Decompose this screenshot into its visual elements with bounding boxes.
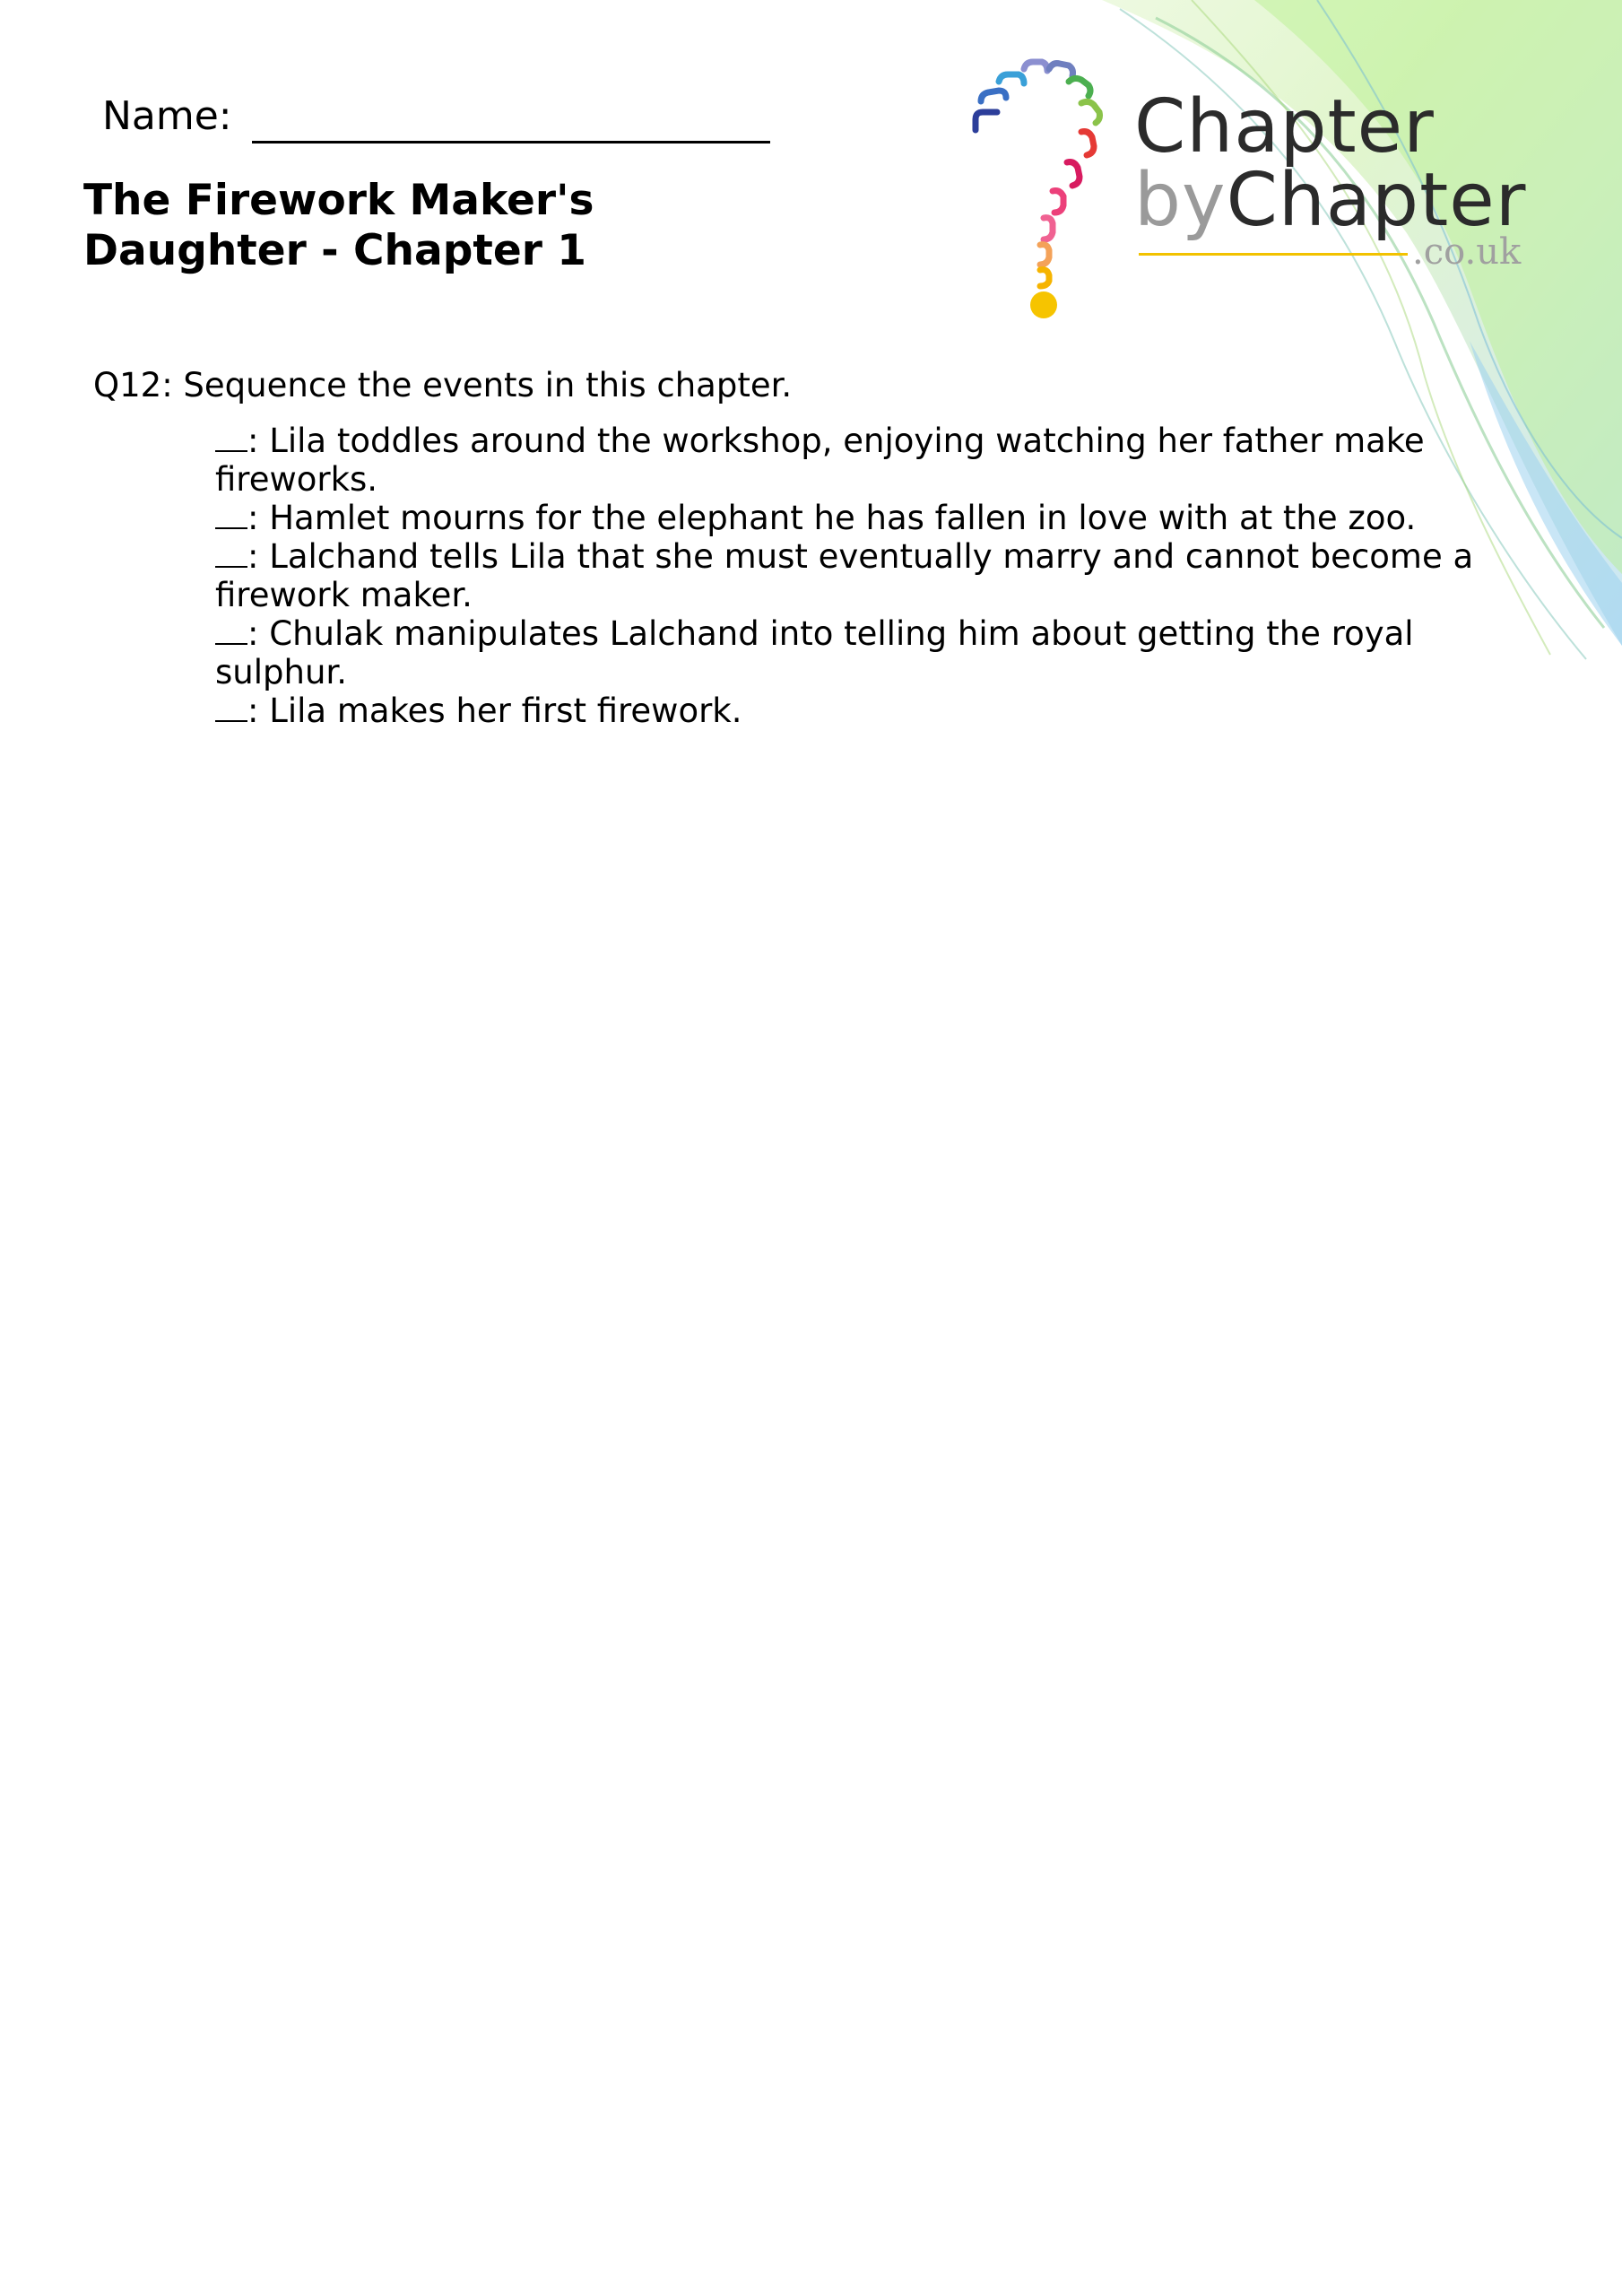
item-separator: : xyxy=(247,422,259,460)
answer-blank[interactable] xyxy=(215,693,247,722)
item-text: Hamlet mourns for the elephant he has fallen in love with at the zoo. xyxy=(269,499,1417,537)
name-blank-line[interactable] xyxy=(252,94,770,144)
logo-underline xyxy=(1139,253,1408,256)
chapter-by-chapter-logo xyxy=(968,49,1542,318)
item-text: Lila makes her first firework. xyxy=(269,691,742,730)
answer-blank[interactable] xyxy=(215,616,247,645)
item-text: Chulak manipulates Lalchand into telling him about getting the royal sulphur. xyxy=(215,614,1414,691)
title-line-2: Daughter - Chapter 1 xyxy=(83,226,586,275)
name-label: Name: xyxy=(102,93,232,139)
logo-word-chapter-2: Chapter xyxy=(1226,158,1527,243)
item-text: Lalchand tells Lila that she must eventually marry and cannot become a firework maker. xyxy=(215,537,1474,614)
item-text: Lila toddles around the workshop, enjoying watching her father make fireworks. xyxy=(215,422,1425,499)
logo-word-bychapter xyxy=(1134,158,1527,243)
question-prompt: Q12: Sequence the events in this chapter. xyxy=(93,366,793,404)
item-separator: : xyxy=(247,537,259,576)
logo-word-by: by xyxy=(1134,158,1227,243)
sequence-list xyxy=(215,422,1488,730)
sequence-item xyxy=(215,691,1488,730)
logo-word-chapter: Chapter xyxy=(1134,84,1435,170)
sequence-item xyxy=(215,499,1488,537)
answer-blank[interactable] xyxy=(215,500,247,529)
answer-blank[interactable] xyxy=(215,539,247,568)
worksheet-title xyxy=(83,176,801,276)
item-separator: : xyxy=(247,614,259,653)
title-line-1: The Firework Maker's xyxy=(83,176,594,225)
answer-blank[interactable] xyxy=(215,423,247,452)
sequence-item xyxy=(215,422,1488,499)
logo-domain: .co.uk xyxy=(1412,231,1522,273)
sequence-item xyxy=(215,537,1488,614)
item-separator: : xyxy=(247,691,259,730)
name-field xyxy=(102,90,770,144)
question-mark-books-icon xyxy=(968,49,1130,318)
sequence-item xyxy=(215,614,1488,691)
item-separator: : xyxy=(247,499,259,537)
